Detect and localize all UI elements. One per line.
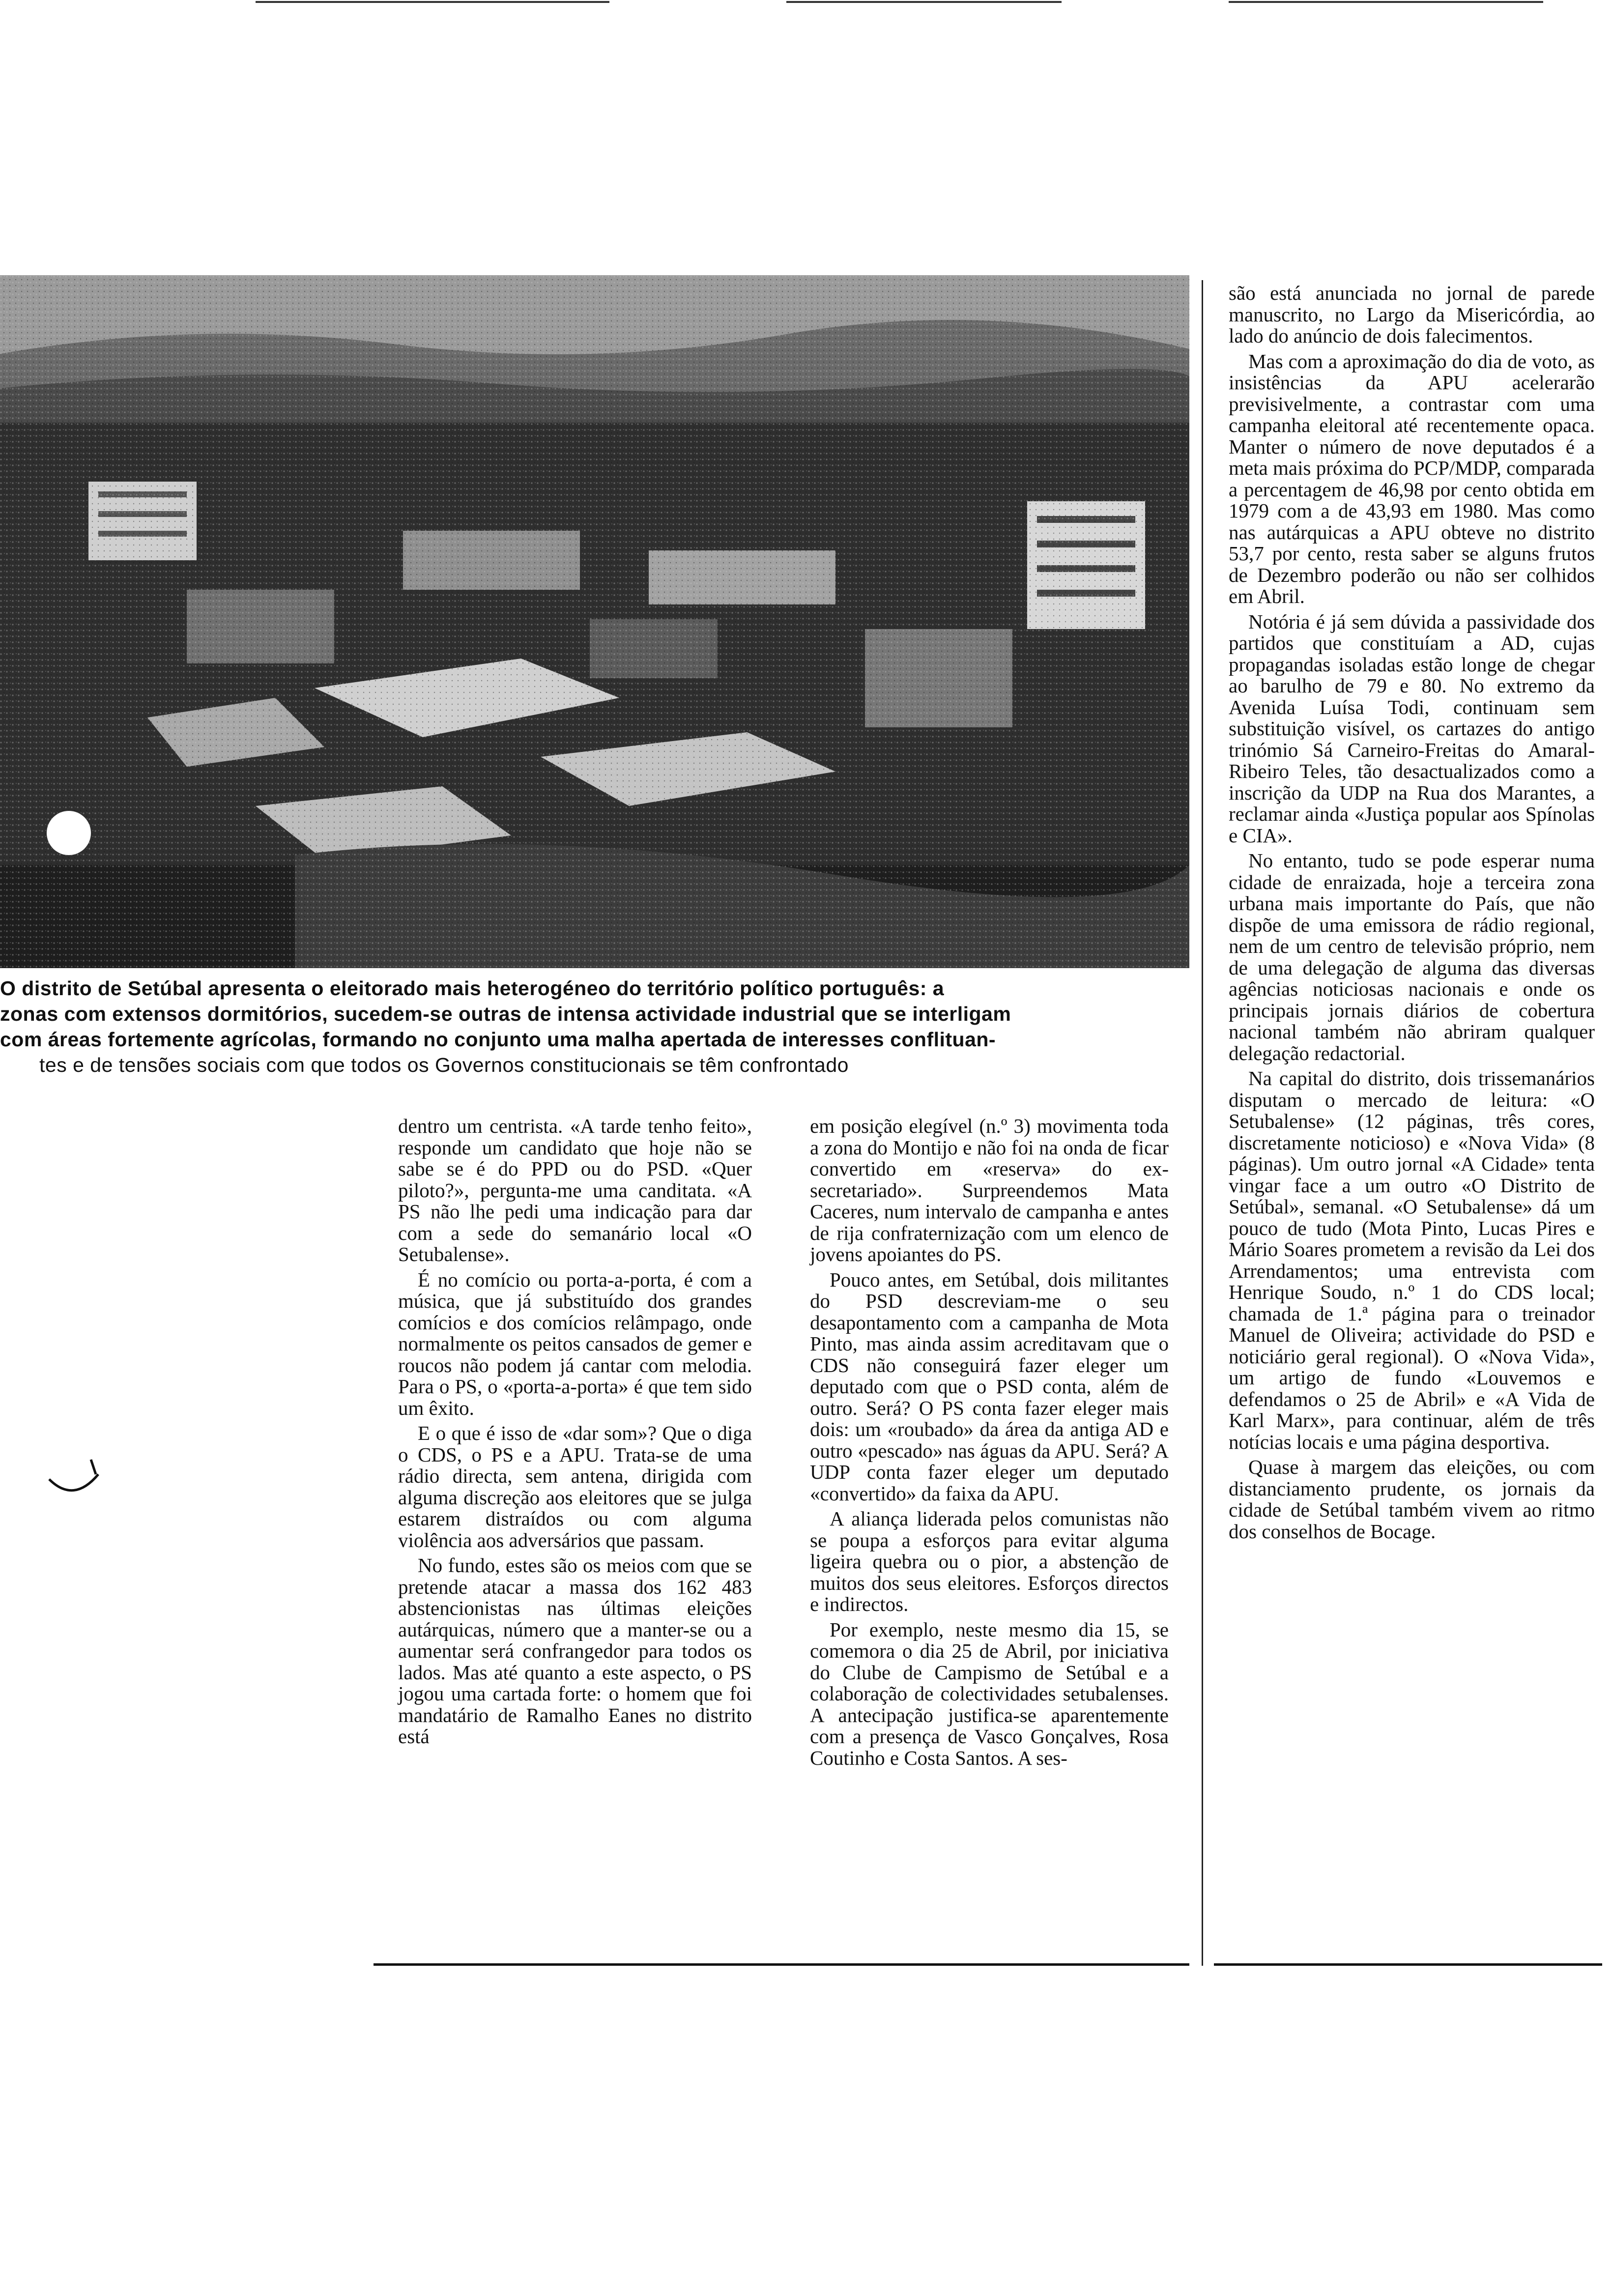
column-divider-right: [1202, 280, 1203, 1966]
paragraph: No fundo, estes são os meios com que se pretende atacar a massa dos 162 483 abstencionistas nas últimas eleições autárquicas, número que a manter-se ou a aumentar será confrangedor para todos os lados. Mas até quanto a este aspecto, o PS jogou uma cartada forte: o homem que foi mandatário de Ramalho Eanes no distrito está: [398, 1554, 752, 1748]
article-column-2: [810, 1116, 1169, 1773]
paragraph: Pouco antes, em Setúbal, dois militantes do PSD descreviam-me o seu desapontamento com a campanha de Mota Pinto, mas ainda assim acreditavam que o CDS não conseguirá fazer eleger um deputado com que o PSD conta, além de outro. Será? O PS conta fazer eleger mais dois: um «roubado» da área da antiga AD e outro «pescado» nas águas da APU. Será? A UDP conta fazer eleger um deputado «convertido» da faixa da APU.: [810, 1268, 1169, 1505]
paragraph: Mas com a aproximação do dia de voto, as insistências da APU acelerarão previsivelmente, a contrastar com uma campanha eleitoral até recentemente opaca. Manter o número de nove deputados é a meta mais próxima do PCP/MDP, comparada a percentagem de 46,98 por cento obtida em 1979 com a de 43,93 em 1980. Mas como nas autárquicas a APU obteve no distrito 53,7 por cento, resta saber se alguns frutos de Dezembro poderão ou não ser colhidos em Abril.: [1229, 349, 1595, 607]
paragraph: Quase à margem das eleições, ou com distanciamento prudente, os jornais da cidade de Setúbal também vivem ao ritmo dos conselhos de Bocage.: [1229, 1456, 1595, 1543]
caption-line-4: tes e de tensões sociais com que todos os Governos constitucionais se têm confrontado: [39, 1054, 849, 1076]
paragraph: são está anunciada no jornal de parede manuscrito, no Largo da Misericórdia, ao lado do anúncio de dois falecimentos.: [1229, 282, 1595, 347]
article-column-3: [1229, 283, 1595, 1546]
article-column-1: [398, 1116, 752, 1751]
paragraph: dentro um centrista. «A tarde tenho feito», responde um candidato que hoje não se sabe se é do PPD ou do PSD. «Quer piloto?», pergunta-me uma canditata. «A PS não lhe pedi uma indicação para dar com a sede do semanário local «O Setubalense».: [398, 1115, 752, 1265]
paragraph: É no comício ou porta-a-porta, é com a música, que já substituído dos grandes comícios e dos comícios relâmpago, onde normalmente os peitos cansados de gemer e roucos não podem já cantar com melodia. Para o PS, o «porta-a-porta» é que tem sido um êxito.: [398, 1268, 752, 1419]
photo-drawing: [0, 275, 1189, 968]
paragraph: E o que é isso de «dar som»? Que o diga o CDS, o PS e a APU. Trata-se de uma rádio directa, sem antena, dirigida com alguma discreção aos eleitores que se julga estarem distraídos ou com alguma violência aos adversários que passam.: [398, 1422, 752, 1551]
bottom-rule-right: [1214, 1963, 1602, 1966]
bottom-rule-left: [374, 1963, 1189, 1966]
paragraph: A aliança liderada pelos comunistas não se poupa a esforços para evitar alguma ligeira quebra ou o pior, a abstenção de muitos dos seus eleitores. Esforços directos e indirectos.: [810, 1507, 1169, 1615]
city-photograph: [0, 275, 1189, 968]
caption-line-1: O distrito de Setúbal apresenta o eleitorado mais heterogéneo do território político português: a: [0, 977, 945, 1000]
photo-caption: [0, 976, 1199, 1078]
punch-hole-mark: [47, 811, 91, 855]
caption-line-3: com áreas fortemente agrícolas, formando no conjunto uma malha apertada de interesses conflituan-: [0, 1028, 996, 1051]
scan-line-top-right: [1229, 1, 1543, 3]
paragraph: Na capital do distrito, dois trissemanários disputam o mercado de leitura: «O Setubalense» (12 páginas, três cores, discretamente noticioso) e «Nova Vida» (8 páginas). Um outro jornal «A Cidade» tenta vingar face a um outro «O Distrito de Setúbal», semanal. «O Setubalense» dá um pouco de tudo (Mota Pinto, Lucas Pires e Mário Soares prometem a revisão da Lei dos Arrendamentos; uma entrevista com Henrique Soudo, n.º 1 do CDS local; chamada de 1.ª página para o treinador Manuel de Oliveira; actividade do PSD e noticiário geral regional). O «Nova Vida», um artigo de fundo «Louvemos e defendamos o 25 de Abril» e «A Vida de Karl Marx», para continuar, além de três notícias locais e uma página desportiva.: [1229, 1067, 1595, 1453]
paragraph: Por exemplo, neste mesmo dia 15, se comemora o dia 25 de Abril, por iniciativa do Clube de Campismo de Setúbal e a colaboração de colectividades setubalenses. A antecipação justifica-se aparentemente com a presença de Vasco Gonçalves, Rosa Coutinho e Costa Santos. A ses-: [810, 1618, 1169, 1769]
scan-line-top-middle: [786, 1, 1062, 3]
caption-line-2: zonas com extensos dormitórios, sucedem-se outras de intensa actividade industrial que se interligam: [0, 1003, 1011, 1025]
binding-mark: [44, 1455, 103, 1514]
paragraph: No entanto, tudo se pode esperar numa cidade de enraizada, hoje a terceira zona urbana mais importante do País, que não dispõe de uma emissora de rádio regional, nem de um centro de televisão próprio, nem de uma delegação de alguma das diversas agências noticiosas nacionais e onde os principais jornais diários de cobertura nacional também não abriram qualquer delegação redactorial.: [1229, 849, 1595, 1064]
paragraph: em posição elegível (n.º 3) movimenta toda a zona do Montijo e não foi na onda de ficar convertido em «reserva» do ex-secretariado». Surpreendemos Mata Caceres, num intervalo de campanha e antes de rija confraternização com um elenco de jovens apoiantes do PS.: [810, 1115, 1169, 1265]
paragraph: Notória é já sem dúvida a passividade dos partidos que constituíam a AD, cujas propagandas isoladas estão longe de chegar ao barulho de 79 e 80. No extremo da Avenida Luísa Todi, continuam sem substituição visível, os cartazes do antigo trinómio Sá Carneiro-Freitas do Amaral-Ribeiro Teles, tão desactualizados como a inscrição da UDP na Rua dos Marantes, a reclamar ainda «Justiça popular aos Spínolas e CIA».: [1229, 610, 1595, 847]
scan-line-top-left: [256, 1, 609, 3]
